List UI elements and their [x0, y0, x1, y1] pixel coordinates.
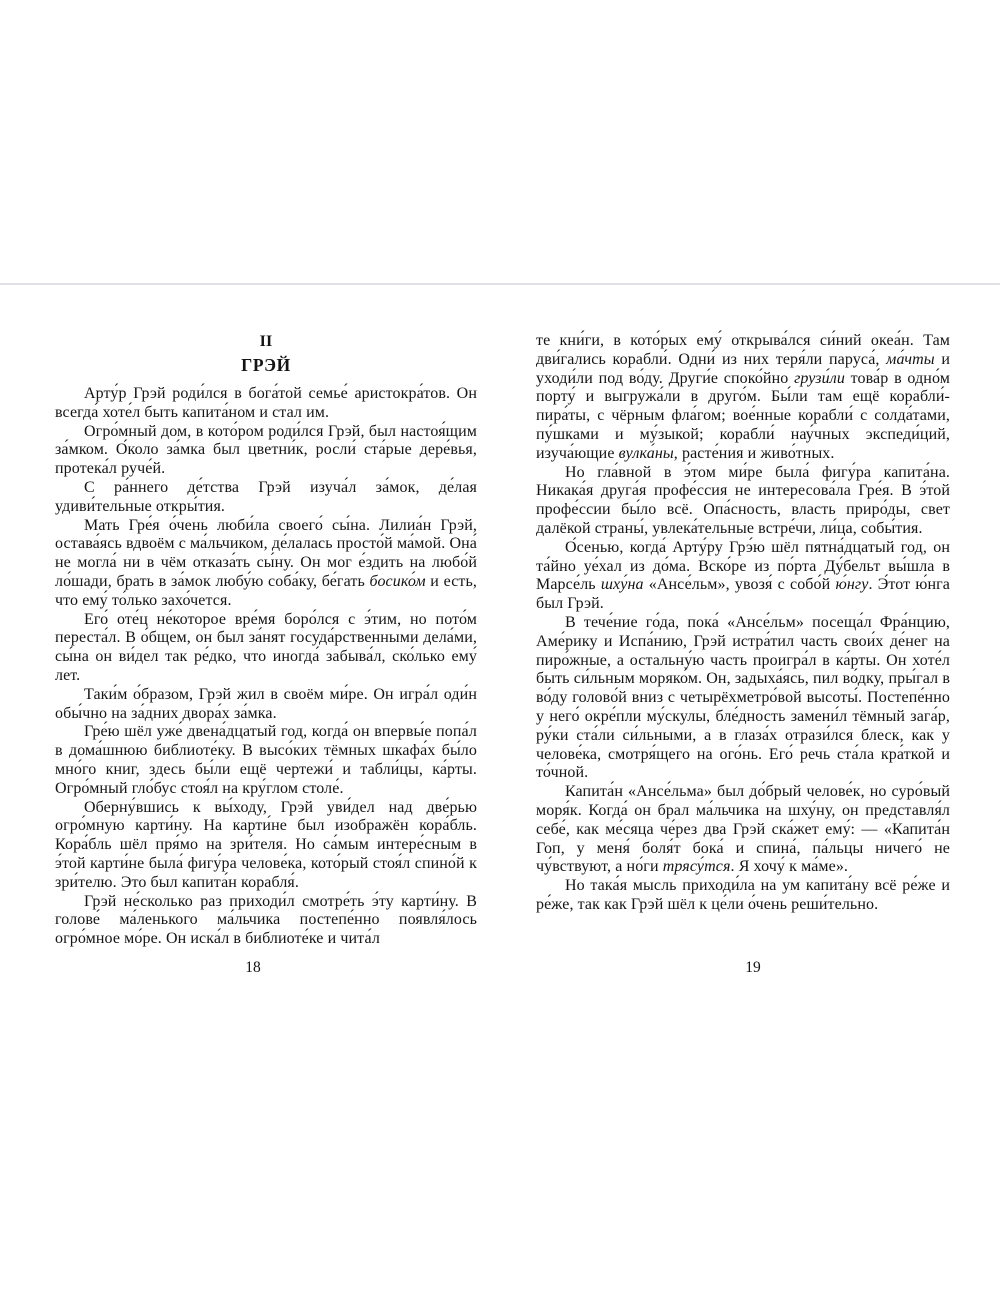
text-segment: Таки́м о́бразом, Грэй жил в своём ми́ре. Он игра́л оди́н обы́чно на за́дних двора́х за́мка. — [55, 685, 477, 722]
paragraph — [55, 517, 477, 611]
text-segment: Но гла́вной в э́том ми́ре была́ фигу́ра капита́на. Никака́я друга́я профе́ссия не интересова́ла Гре́я. В э́той профе́ссии бы́ло всё. Опа́сность, власть приро́ды, свет далёкой страны́, увлека́тельные встре́чи, ли́ца, собы́тия. — [536, 463, 950, 537]
paragraph — [536, 614, 950, 783]
paragraph — [55, 479, 477, 517]
chapter-title: ГРЭЙ — [241, 355, 291, 375]
text-segment: те кни́ги, в кото́рых ему́ открыва́лся си́ний океа́н. Там дви́гались корабли́. Одни́ из них теря́ли паруса́, — [536, 332, 950, 368]
paragraph — [55, 799, 477, 893]
text-segment: . Э́тот ю́нга был Грэй. — [536, 576, 950, 613]
text-segment: Оберну́вшись к вы́ходу, Грэй уви́дел над две́рью огро́мную карти́ну. На карти́не был изображён кора́бль. Кора́бль шёл пря́мо на зри́теля. Но са́мым интере́сным в э́той карти́не была́ фигу́ра челове́ка, кото́рый стоя́л спино́й к зри́телю. Это был капита́н корабля́. — [55, 798, 477, 891]
text-segment: Грэй не́сколько раз приходи́л смотре́ть э́ту карти́ну. В голове́ ма́ленького ма́льчика постепе́нно появля́лось огро́мное мо́ре. Он иска́л в библиоте́ке и чита́л — [55, 892, 477, 948]
text-segment: Его́ оте́ц не́которое вре́мя боро́лся с э́тим, но пото́м переста́л. В о́бщем, он был за́нят госуда́рственными дела́ми, сы́на он ви́дел так ре́дко, что иногда́ забыва́л, ско́лько ему́ лет. — [55, 610, 477, 684]
book-page-right — [536, 332, 950, 915]
paragraph — [536, 332, 950, 464]
paragraph — [536, 877, 950, 915]
page-number-left: 18 — [245, 959, 261, 976]
text-segment: и уходи́ли под во́ду. Други́е споко́йно — [536, 350, 950, 387]
paragraph — [55, 385, 477, 423]
italic-text-segment: ма́чты — [886, 350, 935, 368]
italic-text-segment: трясу́тся — [662, 858, 731, 876]
paragraph — [55, 686, 477, 724]
text-segment: Мать Гре́я о́чень люби́ла своего́ сы́на. Лилиа́н Грэй, остава́ясь вдвоём с ма́льчиком, де́лалась просто́й ма́мой. Она́ не могла́ ни в чём отказа́ть сы́ну. Он мог е́здить на любо́й ло́шади, брать в за́мок любу́ю соба́ку, бе́гать — [55, 516, 477, 590]
text-segment: това́р в одно́м порту́ и выгружа́ли в друго́м. Бы́ли там ещё корабли́-пира́ты, с чёрным фла́гом; вое́нные корабли́ с солда́тами, пу́шками и му́зыкой; корабли́ нау́чных экспеди́ций, изуча́ющие — [536, 369, 950, 462]
paragraph — [55, 723, 477, 798]
text-segment: Гре́ю шёл уже́ двена́дцатый год, когда́ он впервы́е попа́л в дома́шнюю библиоте́ку. В высо́ких тёмных шкафа́х бы́ло мно́го книг, здесь бы́ли ещё чертежи́ и табли́цы, ка́рты. Огро́мный гло́бус стоя́л на кру́глом столе́. — [55, 723, 477, 797]
text-segment: Капита́н «Ансе́льма» был до́брый челове́к, но суро́вый моря́к. Когда́ он брал ма́льчика на шху́ну, он представля́л себе́, как ме́сяца че́рез два Грэй ска́жет ему́: — «Капита́н Гоп, у меня́ боля́т бока́ и спина́, па́льцы ничего́ не чу́вствуют, а но́ги — [536, 783, 950, 876]
page-text-right — [536, 332, 950, 915]
text-segment: Но така́я мысль приходи́ла на ум капита́ну всё ре́же и ре́же, так как Грэй шёл к це́ли о́чень реши́тельно. — [536, 877, 950, 913]
italic-text-segment: вулка́ны — [618, 444, 674, 462]
chapter-number: II — [259, 333, 273, 350]
italic-text-segment: ю́нгу — [835, 576, 869, 594]
page-text-left — [55, 385, 477, 949]
paragraph — [55, 893, 477, 949]
text-segment: С ра́ннего де́тства Грэй изуча́л за́мок, де́лая удиви́тельные откры́тия. — [55, 478, 477, 515]
text-segment: В тече́ние го́да, пока́ «Ансе́льм» посеща́л Фра́нцию, Аме́рику и Испа́нию, Грэй истра́тил часть свои́х де́нег на пиро́жные, а остальну́ю часть проигра́л в ка́рты. Он хоте́л быть си́льным моряко́м. Он, задыха́ясь, пил во́дку, пры́гал в во́ду голово́й вниз с четырёхметро́вой высоты́. Постепе́нно у него́ окре́пли му́скулы, бле́дность замени́л тёмный зага́р, ру́ки ста́ли си́льными, а в глаза́х отрази́лся блеск, как у челове́ка, смотря́щего на ого́нь. Его́ речь ста́ла кра́ткой и то́чной. — [536, 613, 950, 782]
italic-text-segment: шху́на — [600, 576, 644, 594]
paragraph — [536, 464, 950, 539]
italic-text-segment: грузи́ли — [794, 369, 845, 387]
text-segment: «Ансе́льм», увозя́ с собо́й — [643, 576, 836, 594]
paragraph — [536, 539, 950, 614]
page-number-right: 19 — [745, 959, 761, 976]
italic-text-segment: босико́м — [369, 572, 426, 590]
paragraph — [55, 611, 477, 686]
paragraph — [55, 423, 477, 479]
text-segment: Огро́мный дом, в кото́ром роди́лся Грэй, был настоя́щим за́мком. О́коло за́мка был цветни́к, росли́ ста́рые дере́вья, протека́л руче́й. — [55, 422, 477, 478]
text-segment: Арту́р Грэй роди́лся в бога́той семье́ аристокра́тов. Он всегда́ хоте́л быть капита́ном и стал им. — [55, 385, 477, 421]
paragraph — [536, 783, 950, 877]
text-segment: и есть, что ему́ то́лько захо́чется. — [55, 572, 477, 609]
text-segment: . Я хочу́ к ма́ме». — [730, 858, 849, 876]
text-segment: О́сенью, когда́ Арту́ру Грэ́ю шёл пятна́дцатый год, он та́йно уе́хал из до́ма. Вско́ре из по́рта Ду́бельт вы́шла в Марсе́ль — [536, 538, 950, 594]
book-page-left — [55, 332, 477, 949]
text-segment: , расте́ния и живо́тных. — [673, 444, 835, 462]
